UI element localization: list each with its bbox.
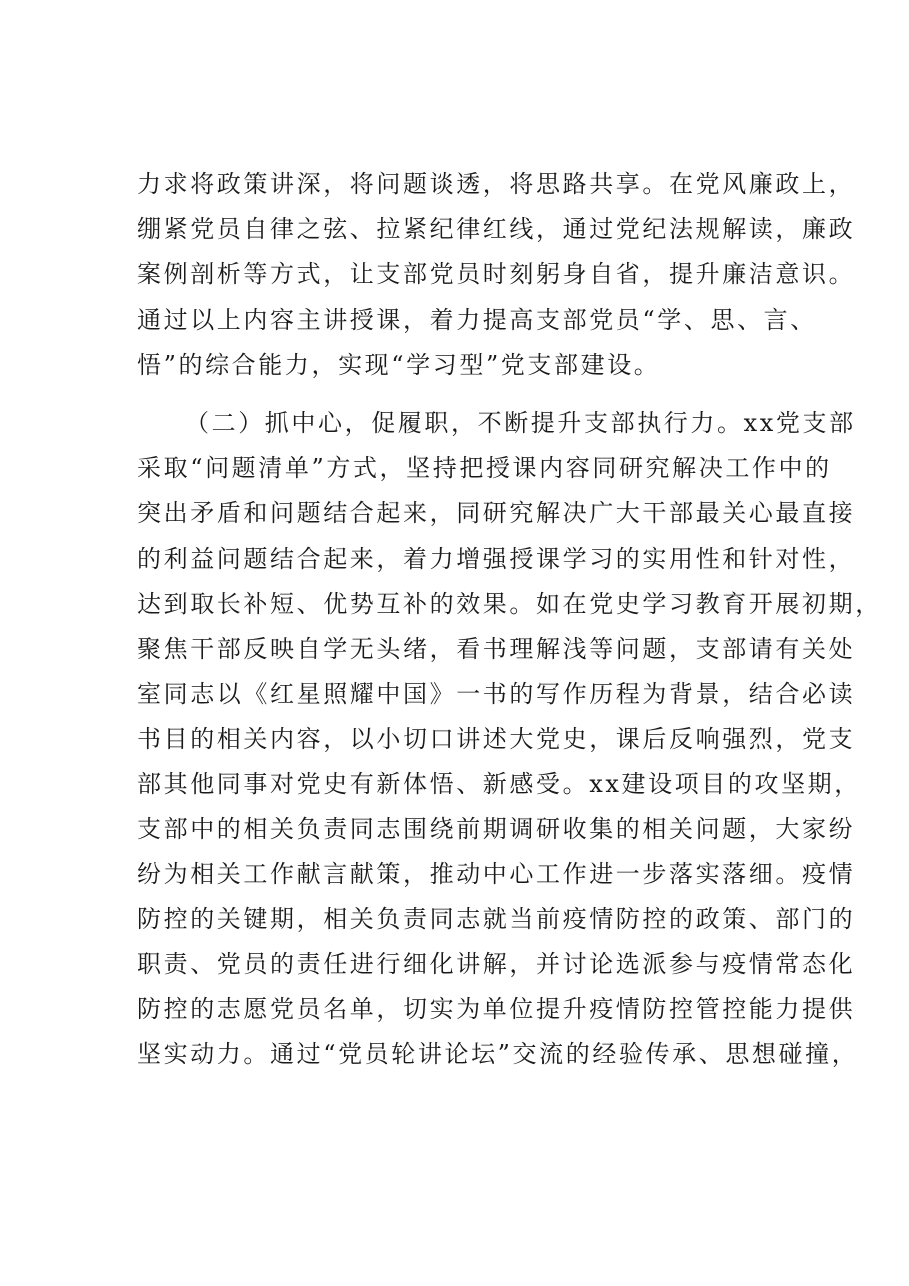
- paragraph-line: 的利益问题结合起来，着力增强授课学习的实用性和针对性，: [137, 545, 856, 573]
- paragraph-line: 纷为相关工作献言献策，推动中心工作进一步落实落细。疫情: [137, 860, 856, 888]
- paragraph-line: 职责、党员的责任进行细化讲解，并讨论选派参与疫情常态化: [137, 950, 856, 978]
- paragraph-line: 室同志以《红星照耀中国》一书的写作历程为背景，结合必读: [137, 680, 856, 708]
- paragraph-line: 绷紧党员自律之弦、拉紧纪律红线，通过党纪法规解读，廉政: [137, 215, 856, 243]
- paragraph-line: 采取“问题清单”方式，坚持把授课内容同研究解决工作中的: [137, 454, 832, 482]
- paragraph-line: 书目的相关内容，以小切口讲述大党史，课后反响强烈，党支: [137, 725, 856, 753]
- paragraph-line: 案例剖析等方式，让支部党员时刻躬身自省，提升廉洁意识。: [137, 260, 856, 288]
- paragraph-line: 防控的志愿党员名单，切实为单位提升疫情防控管控能力提供: [137, 995, 856, 1023]
- paragraph-line: 悟”的综合能力，实现“学习型”党支部建设。: [137, 351, 661, 379]
- paragraph-line: 防控的关键期，相关负责同志就当前疫情防控的政策、部门的: [137, 905, 856, 933]
- paragraph-line: 部其他同事对党史有新体悟、新感受。xx建设项目的攻坚期，: [137, 770, 861, 798]
- paragraph-line: 坚实动力。通过“党员轮讲论坛”交流的经验传承、思想碰撞，: [137, 1040, 859, 1068]
- paragraph-line: 达到取长补短、优势互补的效果。如在党史学习教育开展初期，: [137, 590, 882, 618]
- paragraph-line: 支部中的相关负责同志围绕前期调研收集的相关问题，大家纷: [137, 815, 856, 843]
- section-heading-line: （二）抓中心，促履职，不断提升支部执行力。xx党支部: [185, 409, 856, 437]
- paragraph-line: 力求将政策讲深，将问题谈透，将思路共享。在党风廉政上，: [137, 170, 856, 198]
- paragraph-line: 聚焦干部反映自学无头绪，看书理解浅等问题，支部请有关处: [137, 635, 856, 663]
- paragraph-line: 突出矛盾和问题结合起来，同研究解决广大干部最关心最直接: [137, 499, 856, 527]
- paragraph-line: 通过以上内容主讲授课，着力提高支部党员“学、思、言、: [137, 306, 817, 334]
